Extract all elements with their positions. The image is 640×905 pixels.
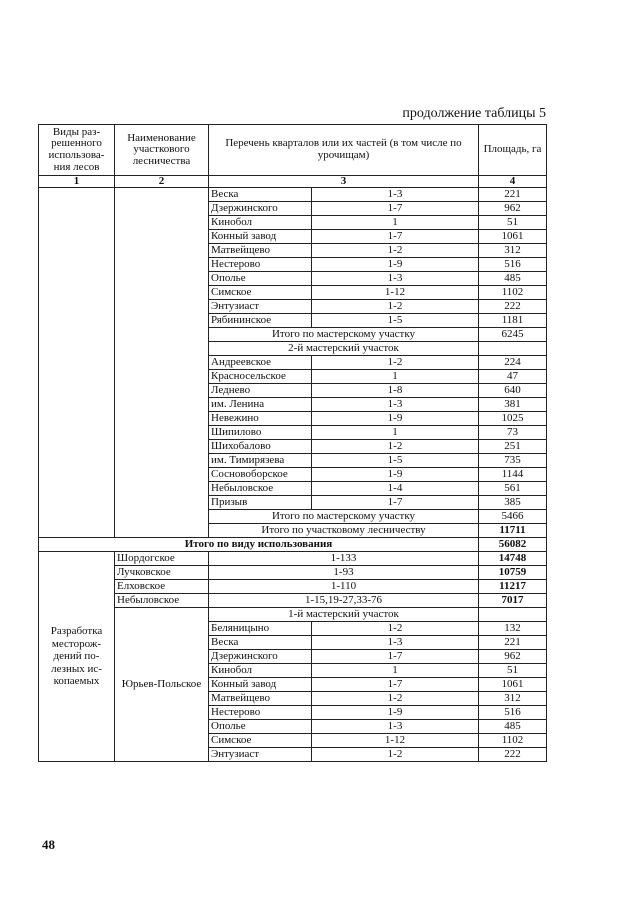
tract-name: Матвейщево	[209, 692, 312, 706]
quarter-range: 1-3	[312, 636, 479, 650]
area-value: 1181	[479, 314, 547, 328]
area-value: 312	[479, 244, 547, 258]
tract-name: Беляницыно	[209, 622, 312, 636]
tract-name: Веска	[209, 188, 312, 202]
subtotal-label: Итого по мастерскому участку	[209, 328, 479, 342]
forestry-row	[39, 594, 547, 608]
area-value: 381	[479, 398, 547, 412]
column-number: 3	[209, 176, 479, 188]
quarter-range: 1-8	[312, 384, 479, 398]
quarter-range: 1	[312, 216, 479, 230]
header-area: Площадь, га	[479, 125, 547, 176]
area-value: 516	[479, 706, 547, 720]
quarter-range: 1-5	[312, 314, 479, 328]
quarter-range: 1-2	[312, 300, 479, 314]
area-value: 222	[479, 300, 547, 314]
forestry-total-label: Итого по участковому лесничеству	[209, 524, 479, 538]
subtotal-value: 6245	[479, 328, 547, 342]
tract-name: Леднево	[209, 384, 312, 398]
quarter-range: 1-3	[312, 188, 479, 202]
table-caption: продолжение таблицы 5	[402, 106, 546, 121]
area-value: 1061	[479, 678, 547, 692]
quarter-range: 1-2	[312, 356, 479, 370]
area-value: 51	[479, 216, 547, 230]
quarter-range: 1-12	[312, 286, 479, 300]
forestry-row	[39, 580, 547, 594]
area-value: 221	[479, 636, 547, 650]
section-title: 2-й мастерский участок	[209, 342, 479, 356]
quarter-range: 1-3	[312, 398, 479, 412]
tract-name: Нестерово	[209, 706, 312, 720]
usage-total-value: 56082	[479, 538, 547, 552]
column-numbers-row	[39, 176, 547, 188]
tract-name: Небыловское	[209, 482, 312, 496]
header-quarters: Перечень кварталов или их частей (в том числе по урочищам)	[209, 125, 479, 176]
usage-type-cell	[39, 188, 115, 538]
tract-name: Кинобол	[209, 664, 312, 678]
quarter-range: 1-12	[312, 734, 479, 748]
usage-type-cell: Разработка месторож-дений по-лезных ис-копаемых	[39, 552, 115, 762]
quarter-range: 1-5	[312, 454, 479, 468]
usage-total-label: Итого по виду использования	[39, 538, 479, 552]
area-value: 1144	[479, 468, 547, 482]
tract-name: Матвейщево	[209, 244, 312, 258]
quarter-range: 1-9	[312, 706, 479, 720]
forestry-name: Небыловское	[115, 594, 209, 608]
quarter-range: 1-110	[209, 580, 479, 594]
tract-name: Андреевское	[209, 356, 312, 370]
tract-name: Кинобол	[209, 216, 312, 230]
quarter-range: 1-7	[312, 650, 479, 664]
section-title: 1-й мастерский участок	[209, 608, 479, 622]
area-value: 47	[479, 370, 547, 384]
area-value: 640	[479, 384, 547, 398]
quarter-range: 1-2	[312, 692, 479, 706]
header-forestry: Наименование участкового лесничества	[115, 125, 209, 176]
usage-total-row	[39, 538, 547, 552]
area-value: 561	[479, 482, 547, 496]
tract-name: Дзержинского	[209, 202, 312, 216]
section-title-row	[39, 608, 547, 622]
area-value: 1102	[479, 734, 547, 748]
area-value: 516	[479, 258, 547, 272]
tract-name: Ополье	[209, 272, 312, 286]
tract-name: Конный завод	[209, 230, 312, 244]
tract-name: Ополье	[209, 720, 312, 734]
forestry-row	[39, 566, 547, 580]
area-value: 51	[479, 664, 547, 678]
forestry-row	[39, 552, 547, 566]
section-title-empty	[479, 608, 547, 622]
quarter-range: 1-3	[312, 720, 479, 734]
quarter-range: 1-9	[312, 468, 479, 482]
header-usage-type: Виды раз-решенного использова-ния лесов	[39, 125, 115, 176]
area-value: 485	[479, 720, 547, 734]
quarter-range: 1	[312, 426, 479, 440]
tract-name: Конный завод	[209, 678, 312, 692]
area-value: 10759	[479, 566, 547, 580]
quarter-range: 1-9	[312, 258, 479, 272]
tract-name: Рябининское	[209, 314, 312, 328]
tract-name: Красносельское	[209, 370, 312, 384]
tract-name: Шипилово	[209, 426, 312, 440]
page-number: 48	[42, 837, 55, 852]
area-value: 73	[479, 426, 547, 440]
section-title-empty	[479, 342, 547, 356]
area-value: 132	[479, 622, 547, 636]
area-value: 222	[479, 748, 547, 762]
tract-name: Симское	[209, 286, 312, 300]
quarter-range: 1-7	[312, 202, 479, 216]
area-value: 251	[479, 440, 547, 454]
quarter-range: 1-2	[312, 622, 479, 636]
tract-name: Нестерово	[209, 258, 312, 272]
column-number: 2	[115, 176, 209, 188]
quarter-range: 1-2	[312, 244, 479, 258]
tract-name: Шихобалово	[209, 440, 312, 454]
quarter-range: 1-7	[312, 678, 479, 692]
quarter-range: 1	[312, 664, 479, 678]
column-number: 4	[479, 176, 547, 188]
quarter-range: 1-9	[312, 412, 479, 426]
subtotal-value: 5466	[479, 510, 547, 524]
forest-use-table	[38, 124, 547, 762]
quarter-range: 1-2	[312, 748, 479, 762]
quarter-range: 1-3	[312, 272, 479, 286]
tract-name: Призыв	[209, 496, 312, 510]
tract-name: Дзержинского	[209, 650, 312, 664]
quarter-range: 1-7	[312, 496, 479, 510]
tract-name: им. Ленина	[209, 398, 312, 412]
tract-name: Сосновоборское	[209, 468, 312, 482]
quarter-range: 1-133	[209, 552, 479, 566]
area-value: 385	[479, 496, 547, 510]
tract-name: Невежино	[209, 412, 312, 426]
forestry-total-value: 11711	[479, 524, 547, 538]
forestry-cell: Юрьев-Польское	[115, 608, 209, 762]
forestry-name: Лучковское	[115, 566, 209, 580]
forestry-name: Шордогское	[115, 552, 209, 566]
area-value: 1025	[479, 412, 547, 426]
tract-name: Веска	[209, 636, 312, 650]
quarter-range: 1-7	[312, 230, 479, 244]
quarter-range: 1-15,19-27,33-76	[209, 594, 479, 608]
quarter-range: 1-4	[312, 482, 479, 496]
subtotal-label: Итого по мастерскому участку	[209, 510, 479, 524]
column-number: 1	[39, 176, 115, 188]
quarter-range: 1-93	[209, 566, 479, 580]
forestry-cell	[115, 188, 209, 538]
tract-name: им. Тимирязева	[209, 454, 312, 468]
area-value: 221	[479, 188, 547, 202]
area-value: 7017	[479, 594, 547, 608]
area-value: 11217	[479, 580, 547, 594]
header-row	[39, 125, 547, 176]
area-value: 14748	[479, 552, 547, 566]
area-value: 962	[479, 202, 547, 216]
quarter-range: 1	[312, 370, 479, 384]
tract-name: Симское	[209, 734, 312, 748]
area-value: 224	[479, 356, 547, 370]
area-value: 962	[479, 650, 547, 664]
area-value: 312	[479, 692, 547, 706]
area-value: 1102	[479, 286, 547, 300]
tract-name: Энтузиаст	[209, 300, 312, 314]
quarter-range: 1-2	[312, 440, 479, 454]
area-value: 1061	[479, 230, 547, 244]
table-row	[39, 188, 547, 202]
tract-name: Энтузиаст	[209, 748, 312, 762]
area-value: 735	[479, 454, 547, 468]
forestry-name: Елховское	[115, 580, 209, 594]
area-value: 485	[479, 272, 547, 286]
